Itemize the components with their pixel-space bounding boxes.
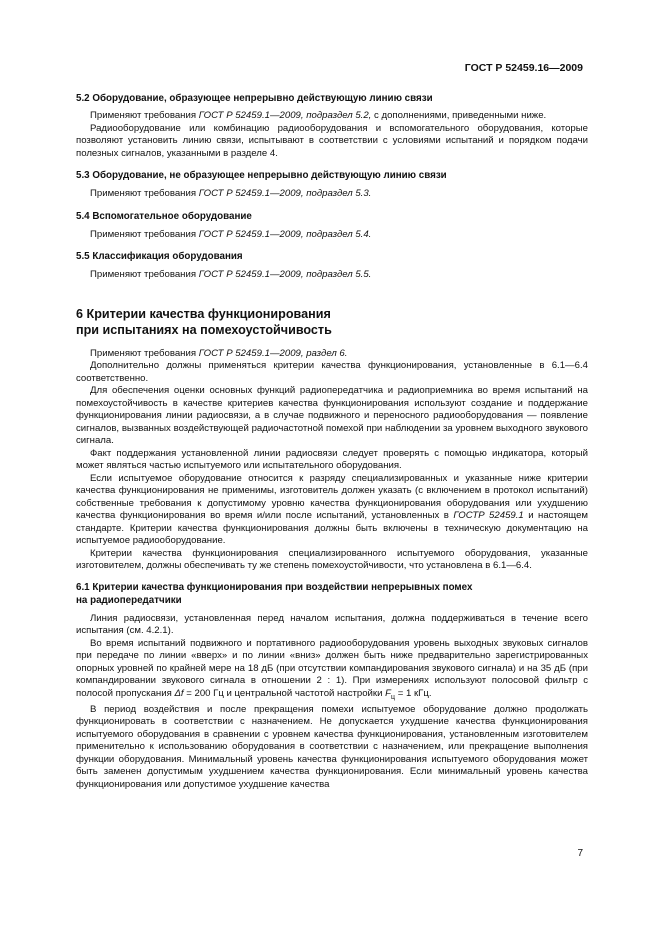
delta-f-symbol: Δf — [174, 687, 184, 699]
section-5-2-heading: 5.2 Оборудование, образующее непрерывно действующую линию связи — [76, 93, 433, 104]
section-5-5-paragraph: Применяют требования ГОСТ Р 52459.1—2009, подраздел 5.5. — [90, 269, 372, 280]
section-5-4-heading: 5.4 Вспомогательное оборудование — [76, 210, 252, 222]
section-6-1-heading: 6.1 Критерии качества функционирования при воздействии непрерывных помех на радиопередатчики — [76, 581, 473, 606]
section-6-1-paragraph-1: Линия радиосвязи, установленная перед началом испытания, должна поддерживаться в течение всего испытания (см. 4.2.1). — [76, 612, 588, 636]
reference-link: ГОСТ Р 52459.1—2009, подраздел 5.2, — [198, 110, 372, 121]
section-6-paragraph-3: Для обеспечения оценки основных функций радиопередатчика и радиоприемника во время испытаний на помехоустойчивость в качестве критериев качества функционирования используют создание и поддержание функционирования линии радиосвязи, а в случае подвижного и переносного радиооборудования — появление сигналов, вызванных воздействующей радиочастотной помехой при наблюдении за уровнем выходного звукового сигнала. — [76, 385, 588, 446]
section-6-paragraph-2: Дополнительно должны применяться критерии качества функционирования, установленные в 6.1—6.4 соответственно. — [76, 360, 588, 384]
section-6-heading: 6 Критерии качества функционирования при испытаниях на помехоустойчивость — [76, 306, 332, 337]
reference-link: ГОСТ Р 52459.1—2009, раздел 6. — [198, 347, 348, 359]
f-subscript: ц — [391, 693, 396, 701]
reference-link: ГОСТ Р 52459.1—2009, подраздел 5.5. — [198, 269, 372, 280]
reference-link: ГОСТ Р 52459.1—2009, подраздел 5.4. — [198, 228, 372, 240]
reference-link: ГОСТ Р 52459.1—2009, подраздел 5.3. — [198, 188, 372, 199]
section-5-2-paragraph-2: Радиооборудование или комбинацию радиооборудования и вспомогательного оборудования, которые позволяют установить линию связи, испытывают в соответствии с условиями испытаний и порядком подачи полезных сигналов, указанными в разделе 4. — [76, 122, 588, 159]
section-5-5-heading: 5.5 Классификация оборудования — [76, 251, 243, 262]
page-number: 7 — [577, 848, 583, 859]
section-6-1-paragraph-3: В период воздействия и после прекращения помехи испытуемое оборудование должно продолжать функционировать в соответствии с назначением. Не допускается ухудшение качества функционирования испытуемого оборудования в сравнении с уровнем качества функционирования, установленным изготовителем применительно к использованию оборудования в соответствии с назначением, или прекращение выполнения функции оборудования. Минимальный уровень качества функционирования испытуемого оборудования может быть заменен допустимым ухудшением качества функционирования. Если минимальный уровень качества функционирования или допустимое ухудшение качества — [76, 703, 588, 790]
section-6-paragraph-5: Если испытуемое оборудование относится к разряду специализированных и указанные ниже критерии качества функционирования не применимы, изготовитель должен указать (с включением в протокол испытаний) собственные требования к допустимому уровню качества функционирования оборудования или ухудшению качества функционирования во время и/или после испытаний, установленных в ГОСТР 52459.1 и настоящем стандарте. Критерии качества функционирования должны быть включены в техническую документацию на испытуемое радиооборудование. — [76, 472, 589, 546]
section-6-1-paragraph-2: Во время испытаний подвижного и портативного радиооборудования уровень выходных звуковых сигналов при передаче по линии «вверх» и по линии «вниз» должен быть ниже предварительно зарегистрированных опорных уровней по крайней мере на 18 дБ (при отсутствии компандирования звукового сигнала) и на 35 дБ (при компандировании звукового сигнала в отношении 2 : 1). При измерениях используют полосовой фильтр с полосой пропускания Δf = 200 Гц и центральной частотой настройки $F_ц = 1$ кГц. — [76, 637, 588, 701]
section-5-4-paragraph: Применяют требования ГОСТ Р 52459.1—2009, подраздел 5.4. — [90, 228, 372, 240]
f-symbol: F — [385, 687, 392, 699]
section-5-3-heading: 5.3 Оборудование, не образующее непрерывно действующую линию связи — [76, 170, 447, 181]
section-5-3-paragraph: Применяют требования ГОСТ Р 52459.1—2009, подраздел 5.3. — [90, 188, 372, 199]
section-6-paragraph-4: Факт поддержания установленной линии радиосвязи следует проверять с помощью индикатора, который может являться частью испытуемого или испытательного оборудования. — [76, 447, 588, 471]
document-body — [76, 92, 588, 791]
document-header: ГОСТ Р 52459.16—2009 — [464, 62, 583, 74]
reference-link: ГОСТР 52459.1 — [453, 510, 524, 521]
section-5-2-paragraph-1: Применяют требования ГОСТ Р 52459.1—2009, подраздел 5.2, с дополнениями, приведенными ниже. — [90, 110, 547, 121]
section-6-paragraph-6: Критерии качества функционирования специализированного испытуемого оборудования, указанные изготовителем, должны обеспечивать ту же степень помехоустойчивости, что установлена в 6.1—6.4. — [76, 547, 588, 571]
section-6-paragraph-1: Применяют требования ГОСТ Р 52459.1—2009, раздел 6. — [90, 347, 348, 359]
